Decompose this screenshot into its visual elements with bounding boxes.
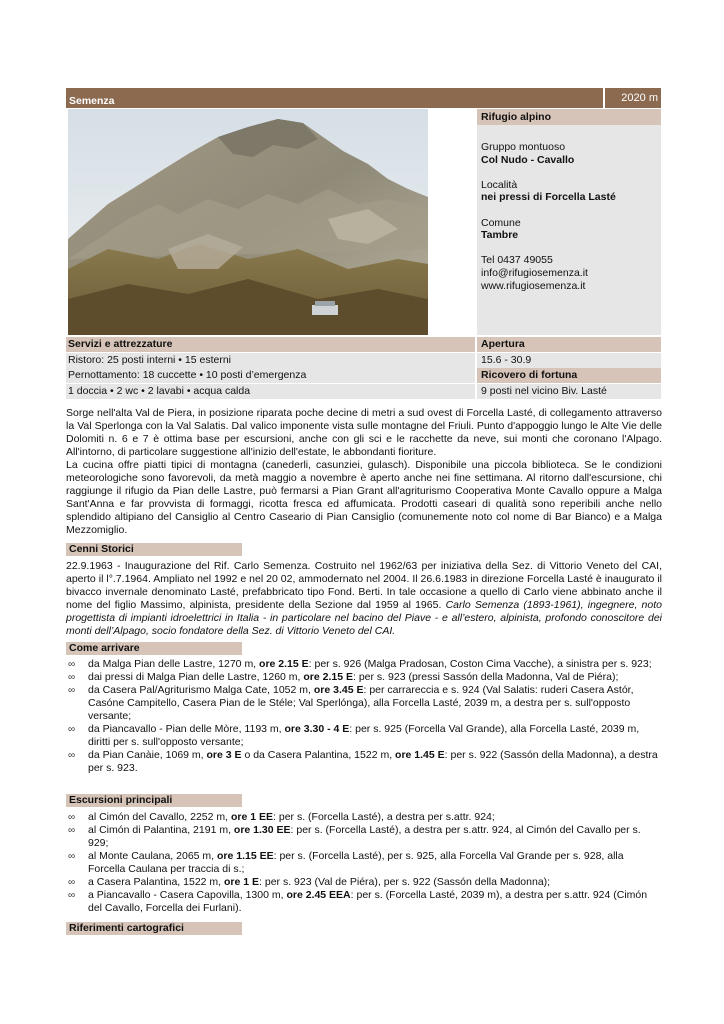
bullet-icon: ∞ <box>68 851 76 862</box>
municipality-value: Tambre <box>481 229 519 242</box>
refuge-sheet <box>66 88 661 399</box>
service-row: 1 doccia • 2 wc • 2 lavabi • acqua calda <box>66 384 475 399</box>
service-row: Ristoro: 25 posti interni • 15 esterni <box>66 353 475 368</box>
services-table <box>66 337 661 399</box>
mountain-photo <box>68 109 428 335</box>
list-item: ∞ dai pressi di Malga Pian delle Lastre, 1260 m, ore 2.15 E: per s. 923 (pressi Sassón della Madonna, Val de Piéra); <box>68 671 619 683</box>
list-item: ∞ al Cimón del Cavallo, 2252 m, ore 1 EE: per s. (Forcella Lasté), a destra per s.attr. 924; <box>68 811 495 823</box>
refuge-info-panel <box>477 109 661 335</box>
website-link[interactable]: www.rifugiosemenza.it <box>481 279 586 292</box>
list-item: ∞ a Casera Palantina, 1522 m, ore 1 E: per s. 923 (Val de Piéra), per s. 922 (Sassón della Madonna); <box>68 876 551 888</box>
municipality-label: Comune <box>481 216 521 229</box>
location-label: Località <box>481 178 518 191</box>
list-item: ∞ da Casera Pal/Agriturismo Malga Cate, 1052 m, ore 3.45 E: per carrareccia e s. 924 (Val Salatis: ruderi Casera Astór, Casóne Campitello, Casera Pian de le Stéle; Val Sperlónga), alla Forcella Lasté, 2039 m, a destra per s. sull'opposto versante; <box>68 684 634 722</box>
access-list <box>66 658 662 775</box>
bullet-icon: ∞ <box>68 724 76 735</box>
bullet-icon: ∞ <box>68 890 76 901</box>
bullet-icon: ∞ <box>68 825 76 836</box>
excursions-heading: Escursioni principali <box>66 794 242 807</box>
refuge-name: Semenza <box>69 95 115 107</box>
mountain-photo-illustration <box>68 109 428 335</box>
bullet-icon: ∞ <box>68 812 76 823</box>
list-item: ∞ da Piancavallo - Pian delle Mòre, 1193 m, ore 3.30 - 4 E: per s. 925 (Forcella Val Grande), alla Forcella Lasté, 2039 m, diritti per s. sull'opposto versante; <box>68 723 640 748</box>
list-item: ∞ a Piancavallo - Casera Capovilla, 1300 m, ore 2.45 EEA: per s. (Forcella Lasté, 2039 m), a destra per s.attr. 924 (Cimón del Cavallo, Forcella dei Furlani). <box>68 889 648 914</box>
phone: Tel 0437 49055 <box>481 254 553 267</box>
bullet-icon: ∞ <box>68 672 76 683</box>
bullet-icon: ∞ <box>68 659 76 670</box>
service-row: Pernottamento: 18 cuccette • 10 posti d’emergenza <box>66 368 475 383</box>
excursions-list <box>66 811 662 915</box>
maps-heading: Riferimenti cartografici <box>66 922 242 935</box>
list-item: ∞ al Cimón di Palantina, 2191 m, ore 1.30 EE: per s. (Forcella Lasté), a destra per s.attr. 924, al Cimón del Cavallo per s. 929; <box>68 824 641 849</box>
email-link[interactable]: info@rifugiosemenza.it <box>481 266 588 279</box>
description-paragraph: Sorge nell'alta Val de Piera, in posizione riparata poche decine di metri a sud ovest di Forcella Lasté, di collegamento attraverso la Val Sperlonga con la Val Salatis. Dal valico imponente vista sulle montagne del Friuli. Punto d'appoggio lungo le Alte Vie delle Dolomiti n. 6 e 7 è ottima base per escursioni, anche con gli sci e le racchette da neve, sui monti che coronano l'Alpago. All'intorno, di particolare suggestione all'inizio dell'estate, le abbondanti fioriture. <box>66 407 662 458</box>
history-text <box>66 560 662 638</box>
history-body: 22.9.1963 - Inaugurazione del Rif. Carlo Semenza. Costruito nel 1962/63 per iniziativa della Sez. di Vittorio Veneto del CAI, aperto il l°.7.1964. Ampliato nel 1992 e nel 20 02, ammodernato nel 2004. Il 26.6.1983 in direzione Forcella Lasté è inaugurato il bivacco invernale denominato Lasté, prefabbricato tipo Fond. Berti. In tale occasione a quello di Carlo viene abbinato anche il nome del figlio Massimo, alpinista, presidente della Sezione dal 1959 al 1965. <box>66 560 662 611</box>
shelter-heading: Ricovero di fortuna <box>477 368 661 383</box>
list-item: ∞ al Monte Caulana, 2065 m, ore 1.15 EE: per s. (Forcella Lasté), per s. 925, alla Forcella Val Grande per s. 928, alla Forcella Caulana per traccia di s.; <box>68 850 624 875</box>
bullet-icon: ∞ <box>68 877 76 888</box>
bullet-icon: ∞ <box>68 685 76 696</box>
top-section <box>66 109 661 335</box>
opening-heading: Apertura <box>477 337 661 352</box>
history-italic: Carlo Semenza (1893-1961), ingegnere, noto progettista di impianti idroelettrici in Italia - in particolare nel bacino del Piave - e all’estero, alpinista, profondo conoscitore dei monti dell’Alpago, socio fondatore della Sez. di Vittorio Veneto del CAI. <box>66 599 662 637</box>
history-heading: Cenni Storici <box>66 543 242 556</box>
shelter-info: 9 posti nel vicino Biv. Lasté <box>477 384 661 399</box>
location-value: nei pressi di Forcella Lasté <box>481 191 616 204</box>
group-label: Gruppo montuoso <box>481 141 566 153</box>
opening-dates: 15.6 - 30.9 <box>477 353 661 368</box>
bullet-icon: ∞ <box>68 750 76 761</box>
access-heading: Come arrivare <box>66 642 242 655</box>
services-heading: Servizi e attrezzature <box>66 337 475 352</box>
header-bar <box>66 88 661 108</box>
description-paragraph: La cucina offre piatti tipici di montagna (canederli, casunziei, gulasch). Disponibile una piccola biblioteca. Se le condizioni meteorologiche sono favorevoli, da metà maggio a novembre è aperto anche nei fine settimana. Al ritorno dall'escursione, chi raggiunge il rifugio da Pian delle Lastre, può fermarsi a Pian Grant all'agriturismo Cooperativa Monte Cavallo oppure a Malga Sant'Anna e far provvista di formaggi, ricotta fresca ed affumicata. Prodotti caseari di qualità sono reperibili anche nello splendido altipiano del Cansiglio al Centro Caseario di Pian Cansiglio (comunemente noto col nome di Bar Bianco) e a Malga Mezzomiglio. <box>66 459 662 536</box>
refuge-type: Rifugio alpino <box>477 109 661 125</box>
altitude: 2020 m <box>603 88 661 108</box>
list-item: ∞ da Pian Canàie, 1069 m, ore 3 E o da Casera Palantina, 1522 m, ore 1.45 E: per s. 922 (Sassón della Madonna), a destra per s. 923. <box>68 749 658 774</box>
group-value: Col Nudo - Cavallo <box>481 153 575 166</box>
description <box>66 407 662 537</box>
list-item: ∞ da Malga Pian delle Lastre, 1270 m, ore 2.15 E: per s. 926 (Malga Pradosan, Coston Cima Vacche), a sinistra per s. 923; <box>68 658 652 670</box>
